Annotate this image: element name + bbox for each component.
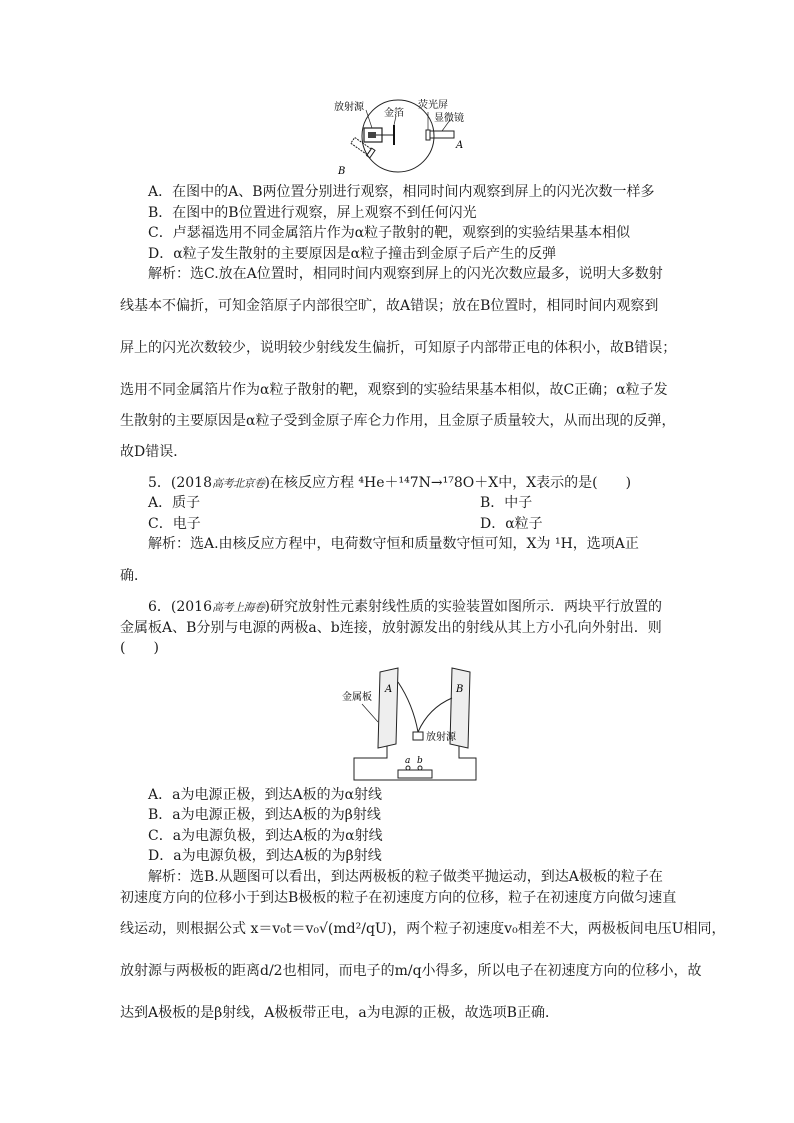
q4-option-b: B．在图中的B位置进行观察，屏上观察不到任何闪光 [148, 205, 477, 221]
q6-stem [148, 598, 662, 617]
q6-option-c: C．a为电源负极，到达A板的为α射线 [148, 828, 383, 844]
q4-analysis-line: 屏上的闪光次数较少，说明较少射线发生偏折，可知原子内部带正电的体积小，故B错误； [120, 340, 677, 356]
q4-analysis-line: 选用不同金属箔片作为α粒子散射的靶，观察到的实验结果基本相似，故C正确；α粒子发 [120, 382, 668, 398]
screen-A [426, 130, 430, 140]
fig2-plate-A-label: A [385, 684, 393, 695]
q5-stem-text: )在核反应方程 ⁴He＋¹⁴7N→¹⁷8O＋X中，X表示的是( ) [264, 475, 632, 491]
power-supply [398, 770, 432, 778]
microscope-B [351, 137, 371, 154]
q5-option-c: C．电子 [148, 516, 201, 532]
q6-analysis-line: 达到A极板的是β射线，A极板带正电，a为电源的正极，故选项B正确． [120, 1005, 559, 1021]
q6-option-d: D．a为电源负极，到达A板的为β射线 [148, 848, 382, 864]
q6-analysis-line: 初速度方向的位移小于到达B极板的粒子在初速度方向的位移，粒子在初速度方向做匀速直 [120, 890, 677, 906]
q5-option-a: A．质子 [148, 495, 201, 511]
fig2-terminal-b-label: b [417, 756, 423, 766]
q5-option-b: B．中子 [480, 495, 533, 511]
q6-stem-text: )研究放射性元素射线性质的实验装置如图所示．两块平行放置的 [264, 599, 662, 615]
q6-analysis-line: 解析：选B.从题图可以看出，到达两极板的粒子做类平抛运动，到达A极板的粒子在 [148, 869, 663, 885]
radioactive-source [413, 732, 423, 740]
q4-option-d: D．α粒子发生散射的主要原因是α粒子撞击到金原子后产生的反弹 [148, 246, 557, 262]
q6-stem-line: ( ) [120, 640, 159, 656]
fig2-plate-B-label: B [456, 684, 464, 695]
q6-analysis-line: 线运动，则根据公式 x＝v₀t＝v₀√(md²/qU)，两个粒子初速度v₀相差不大，两极板间电压U相同， [120, 921, 726, 937]
terminal-a [406, 766, 410, 770]
q5-option-d: D．α粒子 [480, 516, 543, 532]
q5-stem [148, 474, 631, 493]
q4-analysis-line: 解析：选C.放在A位置时，相同时间内观察到屏上的闪光次数应最多，说明大多数射 [148, 266, 663, 282]
q6-source: 高考上海卷 [212, 601, 265, 614]
ray-to-B [418, 698, 452, 732]
q4-option-c: C．卢瑟福选用不同金属箔片作为α粒子散射的靶，观察到的实验结果基本相似 [148, 225, 631, 241]
q6-analysis-line: 放射源与两极板的距离d/2也相同，而电子的m/q小得多，所以电子在初速度方向的位移小，故 [120, 963, 702, 979]
q4-analysis-line: 故D错误． [120, 444, 188, 460]
fig1-screen-label: 荧光屏 [418, 100, 448, 111]
q6-stem-line: 金属板A、B分别与电源的两极a、b连接，放射源发出的射线从其上方小孔向外射出．则 [120, 620, 662, 636]
fig1-source-label: 放射源 [334, 102, 364, 113]
deflection-figure [340, 660, 490, 782]
fig1-pos-B: B [338, 166, 346, 177]
alpha-scattering-figure [330, 98, 470, 180]
fig2-terminal-a-label: a [405, 756, 411, 766]
ray-to-A [398, 682, 418, 732]
fig2-source-label: 放射源 [426, 732, 456, 743]
q5-analysis-line: 确． [120, 568, 148, 584]
fig1-foil-label: 金箔 [384, 108, 404, 119]
fig2-plate-label: 金属板 [342, 692, 372, 703]
q5-source: 高考北京卷 [212, 477, 265, 490]
q6-number: 6．(2016 [148, 599, 212, 615]
q6-option-b: B．a为电源正极，到达A板的为β射线 [148, 807, 381, 823]
q6-option-a: A．a为电源正极，到达A板的为α射线 [148, 787, 383, 803]
q5-number: 5．(2018 [148, 475, 212, 491]
q5-analysis-line: 解析：选A.由核反应方程中，电荷数守恒和质量数守恒可知，X为 ¹H，选项A正 [148, 536, 639, 552]
fig1-microscope-label: 显微镜 [434, 113, 464, 124]
q4-option-a: A．在图中的A、B两位置分别进行观察，相同时间内观察到屏上的闪光次数一样多 [148, 184, 655, 200]
terminal-b [418, 766, 422, 770]
metal-plate-A [378, 668, 398, 748]
q4-analysis-line: 生散射的主要原因是α粒子受到金原子库仑力作用，且金原子质量较大，从而出现的反弹， [120, 413, 676, 429]
fig1-pos-A: A [456, 140, 464, 151]
q4-analysis-line: 线基本不偏折，可知金箔原子内部很空旷，故A错误；放在B位置时，相同时间内观察到 [120, 298, 659, 314]
